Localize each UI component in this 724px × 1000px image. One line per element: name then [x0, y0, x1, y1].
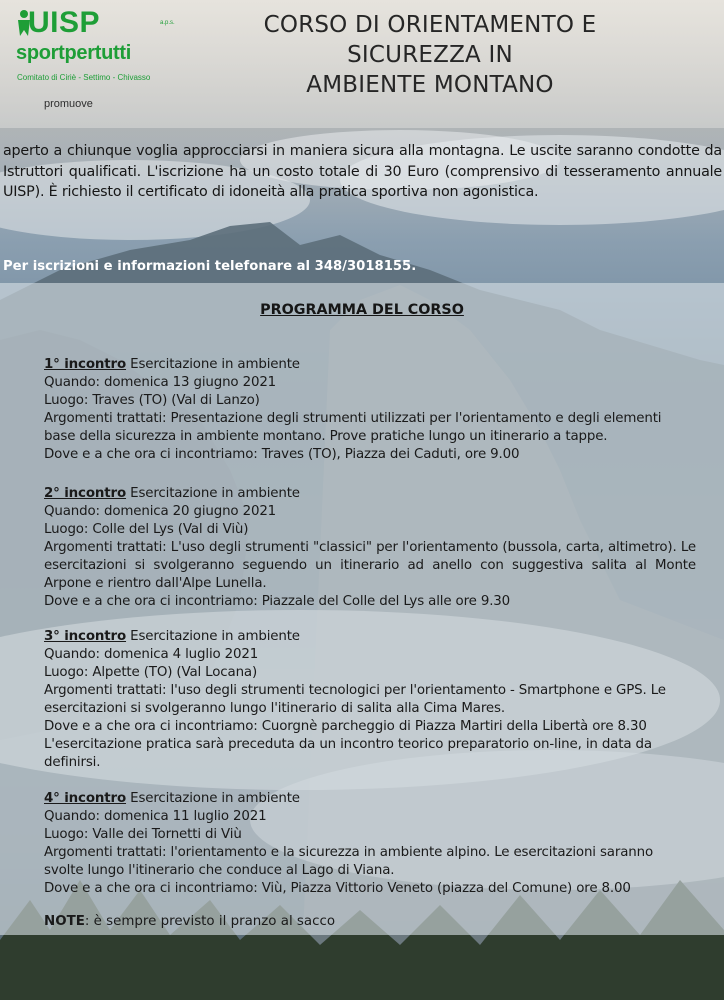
title-line: CORSO DI ORIENTAMENTO E	[263, 12, 597, 38]
session-heading	[44, 356, 696, 374]
session-2	[44, 485, 696, 611]
session-label: 3° incontro	[44, 629, 127, 644]
session-3	[44, 628, 696, 772]
contact-line: Per iscrizioni e informazioni telefonare al 348/3018155.	[3, 259, 417, 274]
session-4	[44, 790, 696, 898]
session-where: Luogo: Valle dei Tornetti di Viù	[44, 827, 242, 842]
session-when: Quando: domenica 4 luglio 2021	[44, 647, 259, 662]
session-topics: Argomenti trattati: l'orientamento e la sicurezza in ambiente alpino. Le esercitazioni saranno svolte lungo l'itinerario che conduce al Lago di Viana.	[44, 845, 653, 878]
logo-tagline: sportpertutti	[16, 42, 131, 64]
note-line	[44, 914, 335, 929]
session-heading	[44, 628, 696, 646]
session-when: Quando: domenica 20 giugno 2021	[44, 504, 277, 519]
page-title	[220, 10, 640, 100]
note-text: : è sempre previsto il pranzo al sacco	[84, 914, 336, 929]
title-line: SICUREZZA IN	[347, 42, 513, 68]
logo-brand: UISP	[28, 6, 101, 39]
session-type: Esercitazione in ambiente	[126, 357, 300, 372]
session-meet: Dove e a che ora ci incontriamo: Piazzale del Colle del Lys alle ore 9.30	[44, 594, 511, 609]
logo-committee: Comitato di Ciriè - Settimo - Chivasso	[17, 73, 151, 82]
session-label: 2° incontro	[44, 486, 127, 501]
session-when: Quando: domenica 13 giugno 2021	[44, 375, 277, 390]
session-type: Esercitazione in ambiente	[126, 791, 300, 806]
session-heading	[44, 790, 696, 808]
session-when: Quando: domenica 11 luglio 2021	[44, 809, 267, 824]
note-label: NOTE	[44, 914, 85, 929]
session-topics: Argomenti trattati: Presentazione degli strumenti utilizzati per l'orientamento e degli elementi base della sicurezza in ambiente montano. Prove pratiche lungo un itinerario a tappe.	[44, 411, 662, 444]
session-where: Luogo: Colle del Lys (Val di Viù)	[44, 522, 249, 537]
intro-paragraph: aperto a chiunque voglia approcciarsi in maniera sicura alla montagna. Le uscite saranno condotte da Istruttori qualificati. L'iscrizione ha un costo totale di 30 Euro (comprensivo di tesseramento annuale UISP). È richiesto il certificato di idoneità alla pratica sportiva non agonistica.	[3, 143, 722, 200]
session-type: Esercitazione in ambiente	[126, 629, 300, 644]
session-1	[44, 356, 696, 464]
logo-aps: a.p.s.	[160, 20, 175, 26]
title-line: AMBIENTE MONTANO	[306, 72, 554, 98]
session-meet: Dove e a che ora ci incontriamo: Viù, Piazza Vittorio Veneto (piazza del Comune) ore 8.00	[44, 881, 631, 896]
session-heading	[44, 485, 696, 503]
session-extra: L'esercitazione pratica sarà preceduta da un incontro teorico preparatorio on-line, in data da definirsi.	[44, 737, 652, 770]
session-where: Luogo: Alpette (TO) (Val Locana)	[44, 665, 258, 680]
program-title: PROGRAMMA DEL CORSO	[260, 302, 464, 318]
session-meet: Dove e a che ora ci incontriamo: Cuorgnè parcheggio di Piazza Martiri della Libertà ore 8.30	[44, 719, 647, 734]
session-label: 4° incontro	[44, 791, 127, 806]
session-meet: Dove e a che ora ci incontriamo: Traves (TO), Piazza dei Caduti, ore 9.00	[44, 447, 520, 462]
session-where: Luogo: Traves (TO) (Val di Lanzo)	[44, 393, 260, 408]
uisp-logo	[14, 6, 174, 90]
session-topics: Argomenti trattati: l'uso degli strumenti tecnologici per l'orientamento - Smartphone e GPS. Le esercitazioni si svolgeranno lungo l'itinerario di salita alla Cima Mares.	[44, 683, 666, 716]
session-type: Esercitazione in ambiente	[126, 486, 300, 501]
session-topics: Argomenti trattati: L'uso degli strumenti "classici" per l'orientamento (bussola, carta, altimetro). Le esercitazioni si svolgeranno seguendo un itinerario ad anello con suggestiva salita al Monte Arpone e rientro dall'Alpe Lunella.	[44, 540, 696, 591]
session-label: 1° incontro	[44, 357, 127, 372]
promuove-label: promuove	[44, 98, 93, 110]
